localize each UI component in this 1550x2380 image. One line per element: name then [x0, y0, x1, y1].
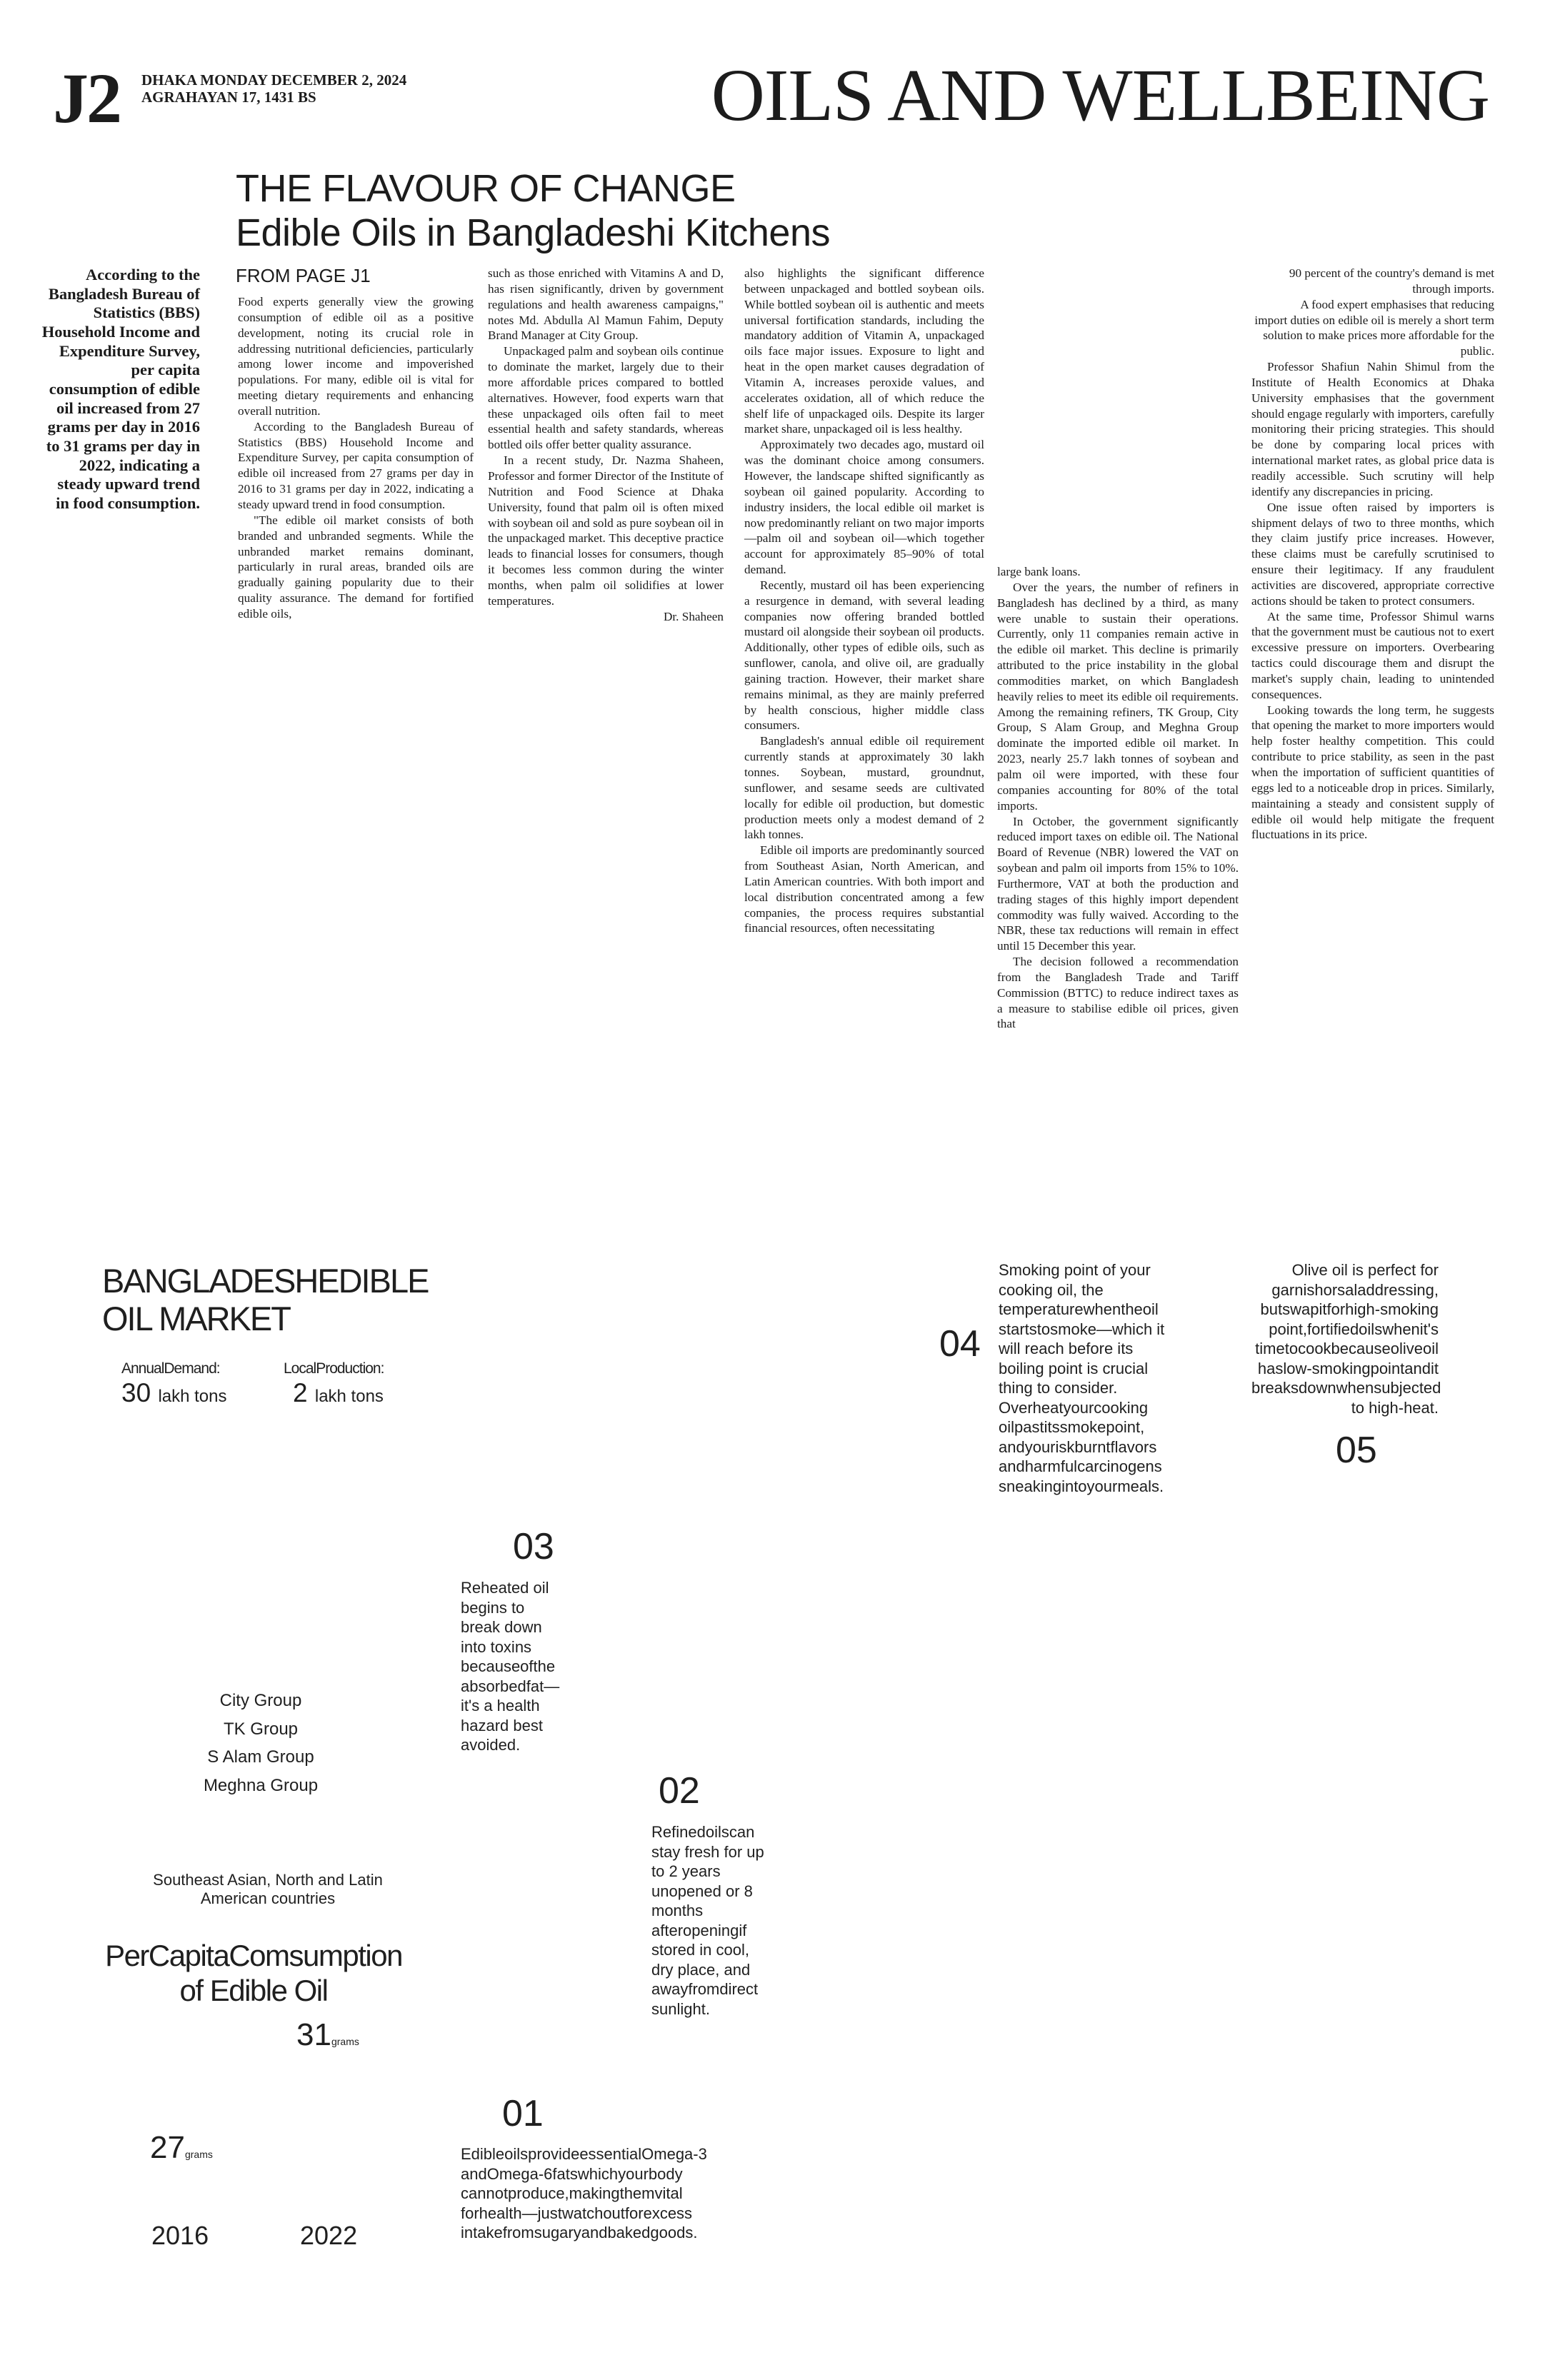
paragraph: The decision followed a recommendation from the Bangladesh Trade and Tariff Commission (BTTC) to reduce indirect taxes as a measure to stabilise edible oil prices, given that — [997, 955, 1239, 1031]
headline-subtitle: Edible Oils in Bangladeshi Kitchens — [236, 211, 830, 254]
per-capita-title — [93, 1939, 414, 2008]
companies-list — [143, 1687, 379, 1799]
step-01-text: EdibleoilsprovideessentialOmega-3 andOmega-6fatswhichyourbody cannotproduce,makingthemvital forhealth—justwatchoutforexcess intakefromsugaryandbakedgoods. — [461, 2145, 707, 2241]
per-capita-value-2022 — [296, 2017, 359, 2053]
article-column-2 — [488, 266, 724, 624]
value-number: 31 — [296, 2017, 331, 2052]
paragraph: Bangladesh's annual edible oil requirement currently stands at approximately 30 lakh tonnes. Soybean, mustard, groundnut, sunflower, and sesame seeds are cultivated locally for edible oil production, but domestic production meets only a modest demand of 2 lakh tonnes. — [744, 734, 984, 842]
local-production-label: LocalProduction: — [284, 1360, 384, 1377]
step-04-number: 04 — [939, 1323, 981, 1365]
headline-title: THE FLAVOUR OF CHANGE — [236, 167, 736, 210]
article-column-5 — [1251, 266, 1494, 843]
step-02-number: 02 — [659, 1770, 700, 1812]
step-05-text: Olive oil is perfect for garnishorsaladdressing, butswapitforhigh-smoking point,fortifiedoilswhenit's timetocookbecauseoliveoil haslow-smokingpointandit breaksdownwhensubjected to high-heat. — [1251, 1261, 1441, 1417]
import-sources — [114, 1871, 421, 1909]
company-name: TK Group — [223, 1719, 299, 1739]
market-title-line-1: BANGLADESHEDIBLE — [102, 1262, 429, 1300]
paragraph: At the same time, Professor Shimul warns that the government must be cautious not to exert excessive pressure on importers. Overbearing tactics could discourage them and disrupt the market's supply chain, leading to unintended consequences. — [1251, 609, 1494, 701]
annual-demand-unit: lakh tons — [158, 1387, 227, 1406]
local-production-number: 2 — [293, 1378, 308, 1407]
paragraph: Recently, mustard oil has been experiencing a resurgence in demand, with several leading companies now offering branded bottled mustard oil alongside their soybean oil products. Additionally, other types of edible oils, such as sunflower, canola, and olive oil, are gradually gaining traction. However, their market share remains minimal, as they are mainly preferred by health conscious, higher middle class consumers. — [744, 578, 984, 733]
import-sources-line-1: Southeast Asian, North and Latin — [153, 1871, 383, 1889]
pull-quote: According to the Bangladesh Bureau of Statistics (BBS) Household Income and Expenditure Survey, per capita consumption of edible oil increased from 27 grams per day in 2016 to 31 grams per day in 2022, indicating a steady upward trend in food consumption. — [41, 266, 200, 512]
bengali-date: AGRAHAYAN 17, 1431 BS — [141, 89, 316, 106]
step-03-number: 03 — [513, 1526, 554, 1567]
paragraph: A food expert emphasises that reducing import duties on edible oil is merely a short term solution to make prices more affordable for the public. — [1254, 297, 1494, 358]
headline — [236, 167, 830, 255]
per-capita-title-line-1: PerCapitaComsumption — [105, 1939, 402, 1972]
paragraph: Unpackaged palm and soybean oils continue to dominate the market, largely due to their more affordable prices compared to bottled alternatives. However, food experts warn that these unpackaged oils often fail to meet essential health and safety standards, whereas bottled oils offer better quality assurance. — [488, 344, 724, 452]
company-name: Meghna Group — [203, 1775, 319, 1795]
paragraph: Professor Shafiun Nahin Shimul from the Institute of Health Economics at Dhaka University emphasises that the government should engage regularly with importers, carefully monitoring their pricing strategies. This should be done by comparing local prices with international market rates, as global price data is readily accessible. Such scrutiny will help identify any discrepancies in pricing. — [1251, 360, 1494, 498]
paragraph: Over the years, the number of refiners in Bangladesh has declined by a third, as many were unable to sustain their operations. Currently, only 11 companies remain active in the edible oil market. This decline is primarily attributed to the price instability in the global commodities market, on which Bangladesh heavily relies to meet its edible oil requirements. Among the remaining refiners, TK Group, City Group, S Alam Group, and Meghna Group dominate the imported edible oil market. In 2023, nearly 25.7 lakh tonnes of soybean and palm oil were imported, with these four companies accounting for 80% of the total imports. — [997, 580, 1239, 813]
paragraph: "The edible oil market consists of both branded and unbranded segments. While the unbranded market remains dominant, particularly in rural areas, branded oils are gradually gaining popularity due to their quality assurance. The demand for fortified edible oils, — [238, 513, 474, 621]
article-column-3 — [744, 266, 984, 936]
step-03-text: Reheated oil begins to break down into toxins becauseofthe absorbedfat— it's a health hazard best avoided. — [461, 1579, 560, 1754]
paragraph: also highlights the significant difference between unpackaged and bottled soybean oils. While bottled soybean oil is authentic and meets universal fortification standards, including the mandatory addition of Vitamin A, unpackaged oils face major issues. Exposure to light and heat in the open market causes degradation of Vitamin A, increases peroxide values, and accelerates oxidation, all of which reduce the shelf life of unpackaged oils. Despite its larger market share, unpackaged oil is less healthy. — [744, 266, 984, 436]
paragraph: According to the Bangladesh Bureau of Statistics (BBS) Household Income and Expenditure Survey, per capita consumption of edible oil increased from 27 grams per day in 2016 to 31 grams per day in 2022, indicating a steady upward trend in food consumption. — [238, 419, 474, 511]
section-title: OILS AND WELLBEING — [711, 54, 1489, 136]
annual-demand-value — [121, 1378, 227, 1408]
grams-unit: grams — [184, 2149, 213, 2160]
paragraph: Dr. Shaheen — [663, 609, 724, 623]
per-capita-title-line-2: of Edible Oil — [179, 1973, 328, 2007]
paragraph: In a recent study, Dr. Nazma Shaheen, Professor and former Director of the Institute of Nutrition and Food Science at Dhaka University, found that palm oil is often mixed with soybean oil and sold as pure soybean oil in the unpackaged market. This deceptive practice leads to financial losses for consumers, though it becomes less common during the winter months, when palm oil solidifies at lower temperatures. — [488, 453, 724, 608]
step-05-number: 05 — [1336, 1430, 1377, 1471]
step-02-text: Refinedoilscan stay fresh for up to 2 years unopened or 8 months afteropeningif stored in cool, dry place, and awayfromdirect sunlight. — [651, 1823, 764, 2018]
grams-unit: grams — [331, 2036, 359, 2047]
value-number: 27 — [150, 2130, 185, 2165]
step-01-number: 01 — [502, 2093, 544, 2134]
step-04-text: Smoking point of your cooking oil, the temperaturewhentheoil startstosmoke—which it will reach before its boiling point is crucial thing to consider. Overheatyourcooking oilpastitssmokepoint, andyouriskburntflavors andharmfulcarcinogens sneakingintoyourmeals. — [999, 1261, 1165, 1495]
dateline — [141, 71, 406, 106]
annual-demand-label: AnnualDemand: — [121, 1360, 220, 1377]
year-label-2016: 2016 — [151, 2221, 209, 2250]
paragraph: Food experts generally view the growing consumption of edible oil as a positive development, noting its crucial role in addressing nutritional deficiencies, particularly among lower income and impoverished populations. For many, edible oil is vital for meeting dietary requirements and enhancing overall nutrition. — [238, 295, 474, 418]
import-sources-line-2: American countries — [200, 1889, 336, 1908]
paragraph: 90 percent of the country's demand is met through imports. — [1289, 266, 1494, 296]
paragraph: One issue often raised by importers is shipment delays of two to three months, which they claim justify price increases. However, these claims must be carefully scrutinised to ensure their legitimacy. If any fraudulent activities are discovered, appropriate corrective actions should be taken to protect consumers. — [1251, 500, 1494, 608]
paragraph: large bank loans. — [997, 565, 1081, 578]
company-name: City Group — [219, 1691, 302, 1710]
local-production-value — [293, 1378, 384, 1408]
page-number: J2 — [53, 59, 120, 138]
company-name: S Alam Group — [207, 1747, 314, 1767]
per-capita-value-2016 — [150, 2130, 213, 2166]
annual-demand-number: 30 — [121, 1378, 151, 1407]
from-page-label: FROM PAGE J1 — [236, 265, 371, 286]
article-column-4 — [997, 564, 1239, 1032]
year-label-2022: 2022 — [300, 2221, 358, 2250]
paragraph: Looking towards the long term, he suggests that opening the market to more importers would help foster healthy competition. This could contribute to price stability, as seen in the past when the importation of sufficient quantities of eggs led to a noticeable drop in prices. Similarly, maintaining a steady and consistent supply of edible oil would help mitigate the frequent fluctuations in its price. — [1251, 703, 1494, 842]
date-line: DHAKA MONDAY DECEMBER 2, 2024 — [141, 71, 407, 89]
market-title-line-2: OIL MARKET — [102, 1299, 290, 1337]
paragraph: Approximately two decades ago, mustard oil was the dominant choice among consumers. However, the landscape shifted significantly as soybean oil gained popularity. According to industry insiders, the local edible oil market is now predominantly reliant on two major imports—palm oil and soybean oil—which together account for approximately 85–90% of total demand. — [744, 438, 984, 577]
paragraph: In October, the government significantly reduced import taxes on edible oil. The National Board of Revenue (NBR) lowered the VAT on soybean and palm oil imports from 15% to 10%. Furthermore, VAT at both the production and trading stages of this highly import dependent commodity was fully waived. According to the NBR, these tax reductions will remain in effect until 15 December this year. — [997, 814, 1239, 953]
article-column-1 — [238, 294, 474, 622]
market-title — [102, 1262, 428, 1337]
local-production-unit: lakh tons — [314, 1387, 384, 1406]
paragraph: such as those enriched with Vitamins A and D, has risen significantly, driven by government regulations and health awareness campaigns," notes Md. Abdulla Al Mamun Fahim, Deputy Brand Manager at City Group. — [488, 266, 724, 343]
paragraph: Edible oil imports are predominantly sourced from Southeast Asian, North American, and Latin American countries. With both import and local distribution concentrated among a few companies, the process requires substantial financial resources, often necessitating — [744, 843, 984, 935]
